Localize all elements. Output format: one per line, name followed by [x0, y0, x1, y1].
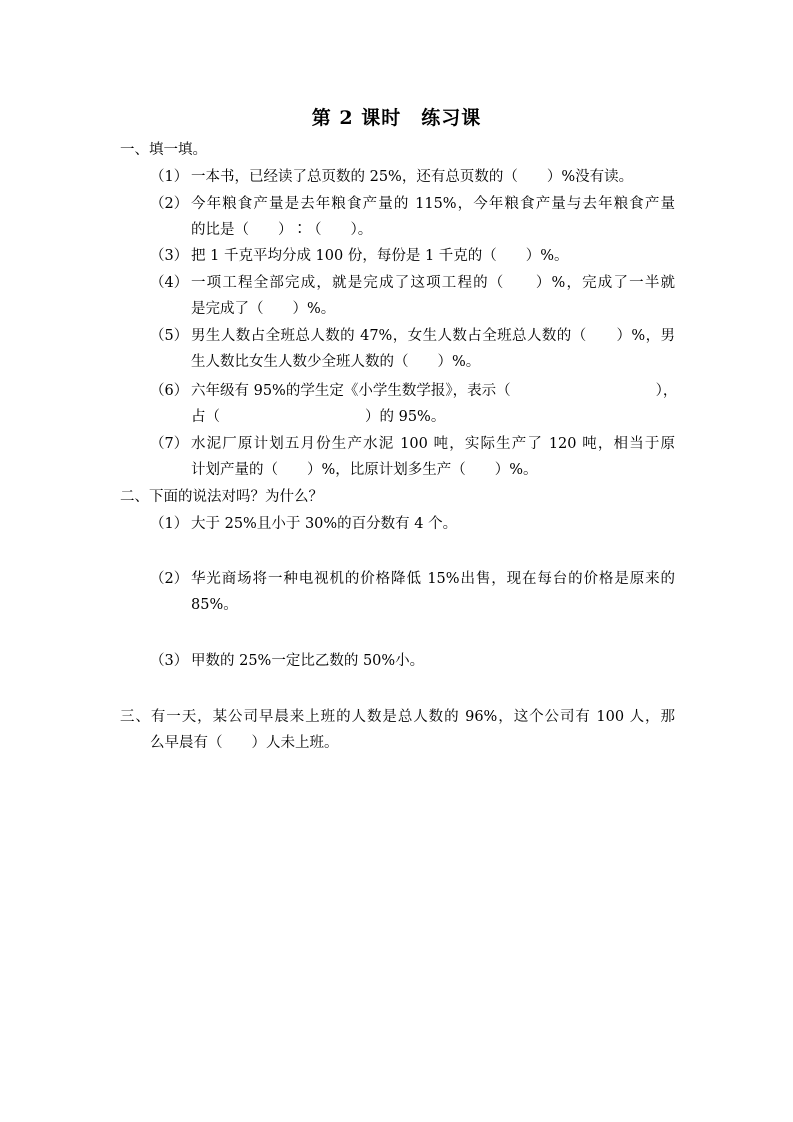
page-title: 第 2 课时 练习课 — [311, 107, 482, 129]
question-text: 今年粮食产量是去年粮食产量的 115%，今年粮食产量与去年粮食产量 — [191, 196, 675, 212]
question-text: 一本书，已经读了总页数的 25%，还有总页数的（ ）%没有读。 — [191, 169, 634, 185]
question-text: 华光商场将一种电视机的价格降低 15%出售，现在每台的价格是原来的 — [191, 571, 675, 587]
question-text-continuation: 占（ ）的 95%。 — [191, 409, 446, 425]
section-heading-true-false: 二、下面的说法对吗？为什么？ — [120, 489, 323, 505]
question-label: （7） — [150, 436, 189, 452]
question-text-continuation: 生人数比女生人数少全班人数的（ ）%。 — [191, 354, 481, 370]
question-text: 大于 25%且小于 30%的百分数有 4 个。 — [191, 516, 458, 532]
question-text-continuation: 85%。 — [191, 597, 238, 613]
question-text: 男生人数占全班总人数的 47%，女生人数占全班总人数的（ ）%，男 — [191, 328, 675, 344]
question-label: （1） — [150, 169, 189, 185]
question-label: （3） — [150, 248, 189, 264]
question-label: （1） — [150, 516, 189, 532]
question-text-continuation: 的比是（ ）∶（ ）。 — [191, 222, 373, 238]
question-text: 甲数的 25%一定比乙数的 50%小。 — [191, 653, 425, 669]
question-label: （6） — [150, 383, 189, 399]
word-problem-continuation: 么早晨有（ ）人未上班。 — [150, 735, 339, 751]
question-label: （2） — [150, 571, 189, 587]
question-text: 一项工程全部完成，就是完成了这项工程的（ ）%，完成了一半就 — [191, 275, 675, 291]
question-text-continuation: 计划产量的（ ）%，比原计划多生产（ ）%。 — [191, 462, 538, 478]
question-label: （5） — [150, 328, 189, 344]
section-heading-fill-in: 一、填一填。 — [120, 142, 207, 158]
question-text: 水泥厂原计划五月份生产水泥 100 吨，实际生产了 120 吨，相当于原 — [191, 436, 675, 452]
section-heading-word-problem: 三、有一天，某公司早晨来上班的人数是总人数的 96%，这个公司有 100 人，那 — [120, 709, 675, 725]
question-text-continuation: 是完成了（ ）%。 — [191, 301, 336, 317]
question-text: 六年级有 95%的学生定《小学生数学报》，表示（ ）， — [191, 383, 678, 399]
question-text: 把 1 千克平均分成 100 份，每份是 1 千克的（ ）%。 — [191, 248, 569, 264]
question-label: （2） — [150, 196, 189, 212]
question-label: （3） — [150, 653, 189, 669]
question-label: （4） — [150, 275, 189, 291]
